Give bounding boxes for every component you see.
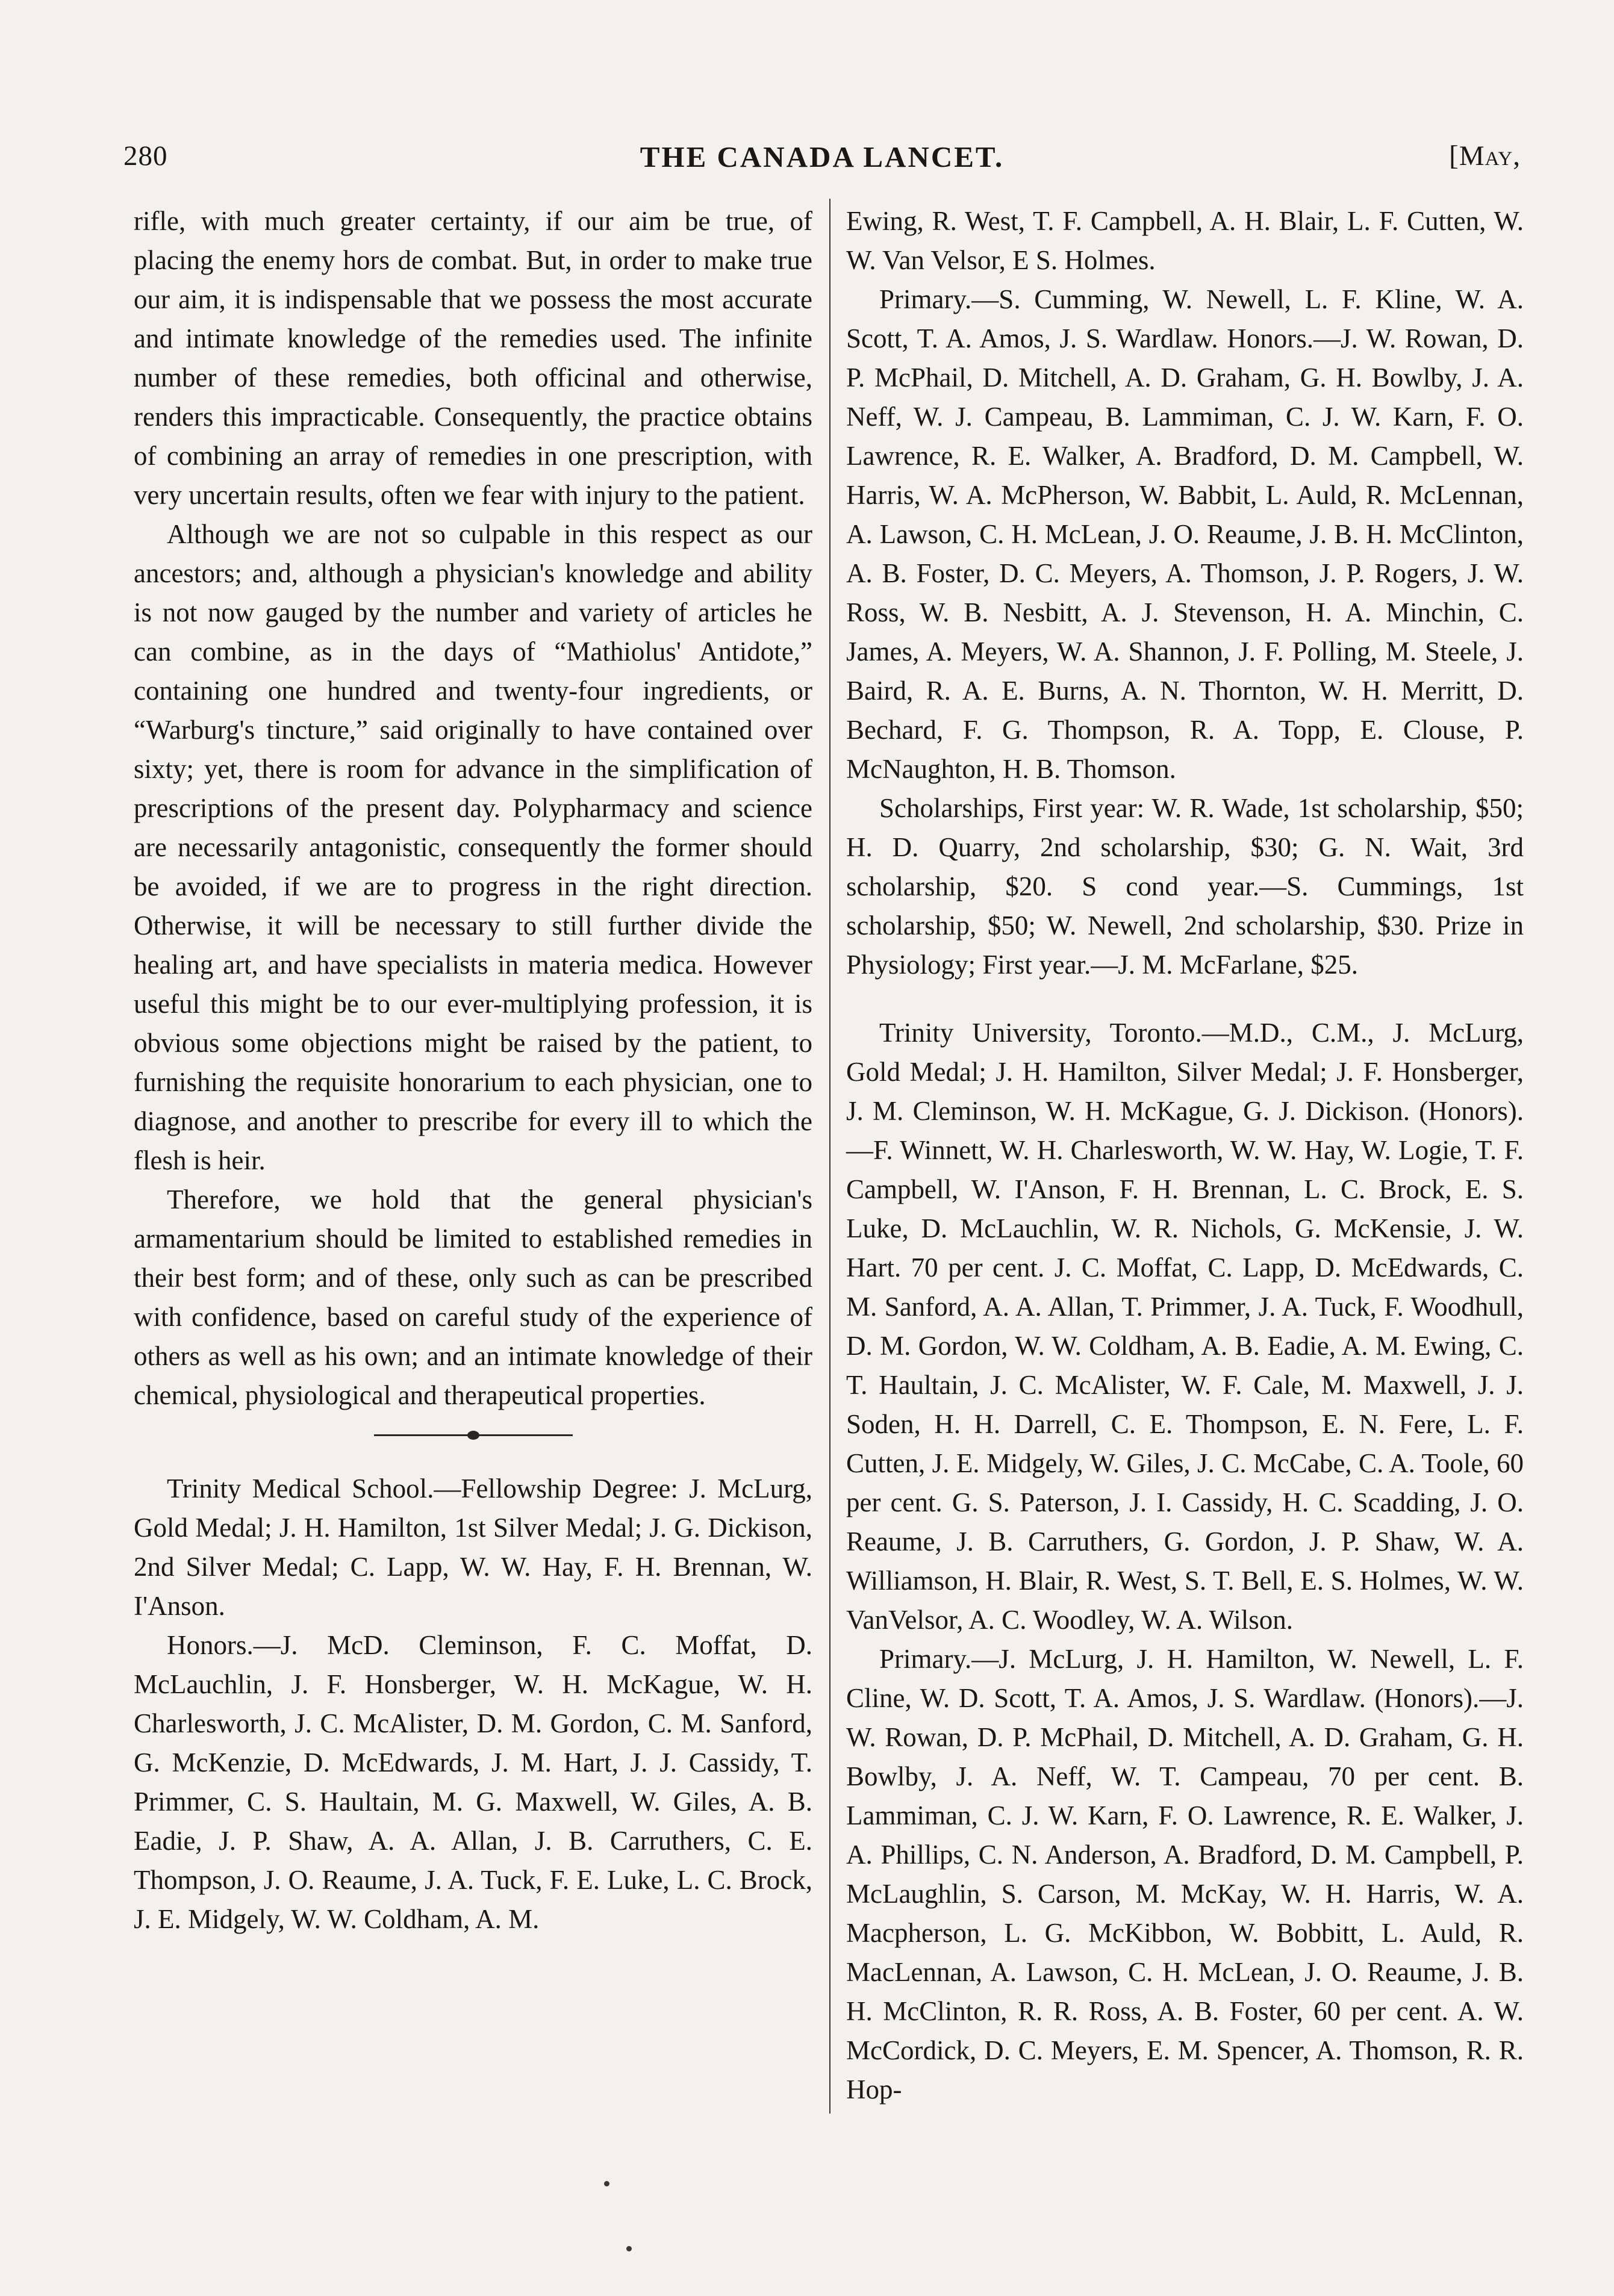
right-column (846, 202, 1524, 2109)
continued-list: Ewing, R. West, T. F. Campbell, A. H. Blair, L. F. Cutten, W. W. Van Velsor, E S. Holmes. (846, 206, 1524, 275)
left-column (134, 202, 812, 1939)
primary-results: Primary.—S. Cumming, W. Newell, L. F. Kline, W. A. Scott, T. A. Amos, J. S. Wardlaw. Honors.—J. W. Rowan, D. P. McPhail, D. Mitchell, A. D. Graham, G. H. Bowlby, J. A. Neff, W. J. Campeau, B. Lammiman, C. J. W. Karn, F. O. Lawrence, R. E. Walker, A. Bradford, D. M. Campbell, W. Harris, W. A. McPherson, W. Babbit, L. Auld, R. McLennan, A. Lawson, C. H. McLean, J. O. Reaume, J. B. H. McClinton, A. B. Foster, D. C. Meyers, A. Thomson, J. P. Rogers, J. W. Ross, W. B. Nesbitt, A. J. Stevenson, H. A. Minchin, C. James, A. Meyers, W. A. Shannon, J. F. Polling, M. Steele, J. Baird, R. A. E. Burns, A. N. Thornton, W. H. Merritt, D. Bechard, F. G. Thompson, R. A. Topp, E. Clouse, P. McNaughton, H. B. Thomson. (846, 284, 1524, 784)
essay-paragraph-2: Although we are not so culpable in this respect as our ancestors; and, although a physician's knowledge and ability is not now gauged by the number and variety of articles he can combine, as in the days of “Mathiolus' Antidote,” containing one hundred and twenty-four ingredients, or “Warburg's tincture,” said originally to have contained over sixty; yet, there is room for advance in the simplification of prescriptions of the present day. Polypharmacy and science are necessarily antagonistic, consequently the former should be avoided, if we are to progress in the right direction. Otherwise, it will be necessary to still further divide the healing art, and have specialists in materia medica. However useful this might be to our ever-multiplying profession, it is obvious some objections might be raised by the patient, to furnishing the requisite honorarium to each physician, one to diagnose, and another to prescribe for every ill to which the flesh is heir. (134, 519, 812, 1175)
page-number: 280 (123, 140, 168, 172)
print-speck (604, 2181, 609, 2186)
trinity-university-primary: Primary.—J. McLurg, J. H. Hamilton, W. Newell, L. F. Cline, W. D. Scott, T. A. Amos, J. S. Wardlaw. (Honors).—J. W. Rowan, D. P. McPhail, D. Mitchell, A. D. Graham, G. H. Bowlby, J. A. Neff, W. T. Campeau, 70 per cent. B. Lammiman, C. J. W. Karn, F. O. Lawrence, R. E. Walker, J. A. Phillips, C. N. Anderson, A. Bradford, D. M. Campbell, P. McLaughlin, S. Carson, M. McKay, W. H. Harris, W. A. Macpherson, L. G. McKibbon, W. Bobbitt, L. Auld, R. MacLennan, A. Lawson, C. H. McLean, J. O. Reaume, J. B. H. McClinton, R. R. Ross, A. B. Foster, 60 per cent. A. W. McCordick, D. C. Meyers, E. M. Spencer, A. Thomson, R. R. Hop- (846, 1644, 1524, 2105)
print-speck (626, 2246, 632, 2251)
trinity-medical-school-entry: Trinity Medical School.—Fellowship Degree: J. McLurg, Gold Medal; J. H. Hamilton, 1st Silver Medal; J. G. Dickison, 2nd Silver Medal; C. Lapp, W. W. Hay, F. H. Brennan, W. I'Anson. (134, 1473, 812, 1621)
essay-paragraph-3: Therefore, we hold that the general physician's armamentarium should be limited to established remedies in their best form; and of these, only such as can be prescribed with confidence, based on careful study of the experience of others as well as his own; and an intimate knowledge of their chemical, physiological and therapeutical properties. (134, 1184, 812, 1410)
column-divider (829, 199, 830, 2114)
section-separator (374, 1434, 573, 1436)
page-header (123, 140, 1521, 182)
essay-paragraph-1: rifle, with much greater certainty, if our aim be true, of placing the enemy hors de combat. But, in order to make true our aim, it is indispensable that we possess the most accurate and intimate knowledge of the remedies used. The infinite number of these remedies, both officinal and otherwise, renders this impracticable. Consequently, the practice obtains of combining an array of remedies in one prescription, with very uncertain results, often we fear with injury to the patient. (134, 206, 812, 510)
trinity-medical-school-honors: Honors.—J. McD. Cleminson, F. C. Moffat, D. McLauchlin, J. F. Honsberger, W. H. McKague, W. H. Charlesworth, J. C. McAlister, D. M. Gordon, C. M. Sanford, G. McKenzie, D. McEdwards, J. M. Hart, J. J. Cassidy, T. Primmer, C. S. Haultain, M. G. Maxwell, W. Giles, A. B. Eadie, J. P. Shaw, A. A. Allan, J. B. Carruthers, C. E. Thompson, J. O. Reaume, J. A. Tuck, F. E. Luke, L. C. Brock, J. E. Midgely, W. W. Coldham, A. M. (134, 1630, 812, 1934)
trinity-university-entry: Trinity University, Toronto.—M.D., C.M., J. McLurg, Gold Medal; J. H. Hamilton, Silver Medal; J. F. Honsberger, J. M. Cleminson, W. H. McKague, G. J. Dickison. (Honors).—F. Winnett, W. H. Charlesworth, W. W. Hay, W. Logie, T. F. Campbell, W. I'Anson, F. H. Brennan, L. C. Brock, E. S. Luke, D. McLauchlin, W. R. Nichols, G. McKensie, J. W. Hart. 70 per cent. J. C. Moffat, C. Lapp, D. McEdwards, C. M. Sanford, A. A. Allan, T. Primmer, J. A. Tuck, F. Woodhull, D. M. Gordon, W. W. Coldham, A. B. Eadie, A. M. Ewing, C. T. Haultain, J. C. McAlister, W. F. Cale, M. Maxwell, J. J. Soden, H. H. Darrell, C. E. Thompson, E. N. Fere, L. F. Cutten, J. E. Midgely, W. Giles, J. C. McCabe, C. A. Toole, 60 per cent. G. S. Paterson, J. I. Cassidy, H. C. Scadding, J. O. Reaume, J. B. Carruthers, G. Gordon, J. P. Shaw, W. A. Williamson, H. Blair, R. West, S. T. Bell, E. S. Holmes, W. W. VanVelsor, A. C. Woodley, W. A. Wilson. (846, 1018, 1524, 1635)
journal-title: THE CANADA LANCET. (640, 140, 1005, 173)
scholarships-entry: Scholarships, First year: W. R. Wade, 1st scholarship, $50; H. D. Quarry, 2nd scholarship, $30; G. N. Wait, 3rd scholarship, $20. S cond year.—S. Cummings, 1st scholarship, $50; W. Newell, 2nd scholarship, $30. Prize in Physiology; First year.—J. M. McFarlane, $25. (846, 793, 1524, 980)
issue-month: [May, (1449, 140, 1521, 172)
